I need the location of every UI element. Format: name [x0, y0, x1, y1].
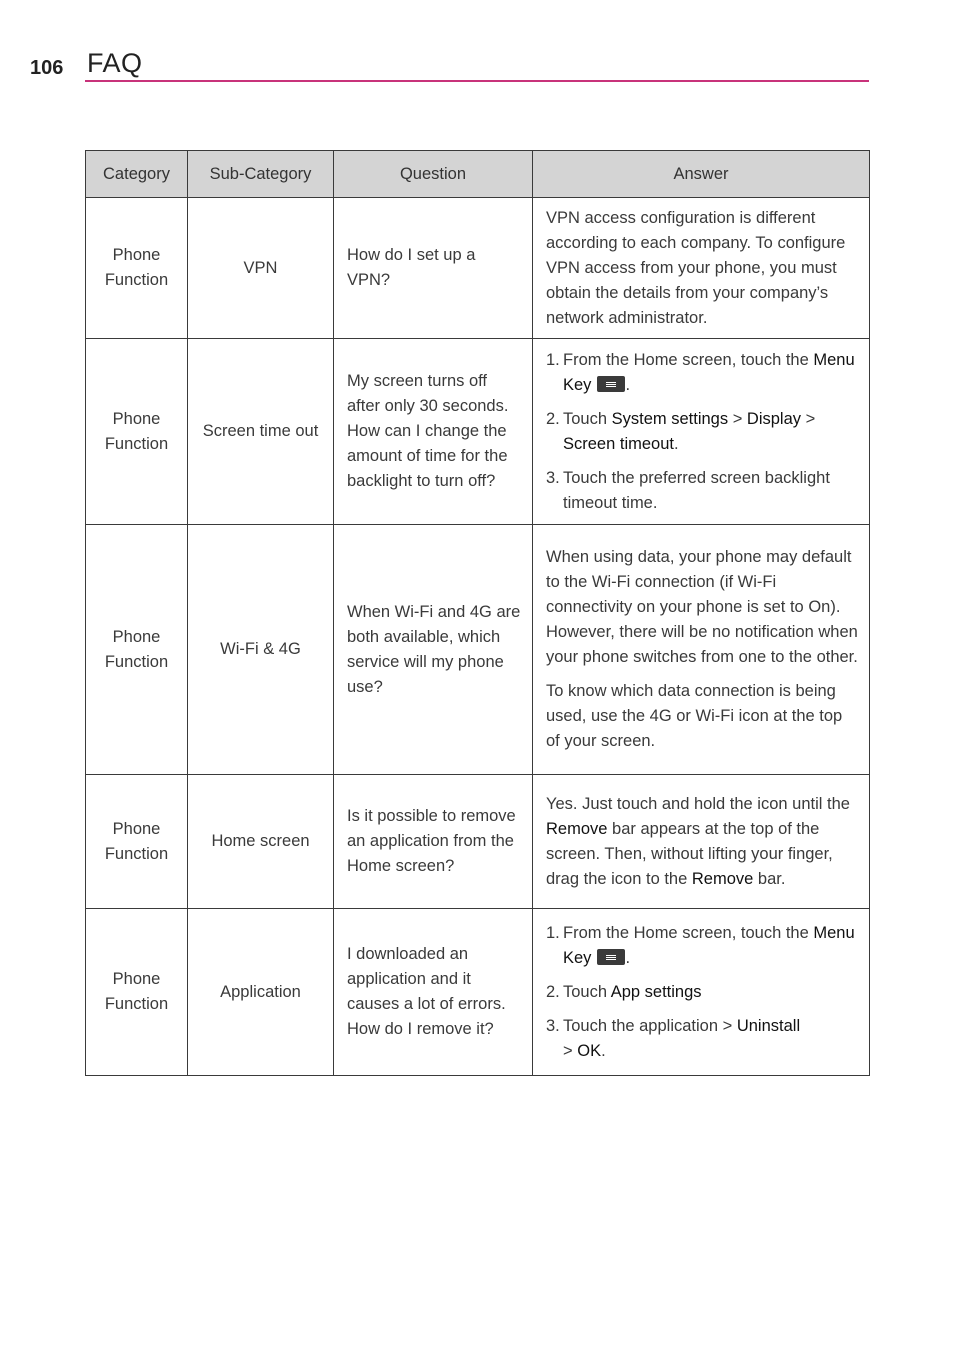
answer-paragraph: When using data, your phone may default to the Wi-Fi connection (if Wi-Fi connectivity on your phone is set to On). However, there will be no notification when your phone switches from one to the other.: [546, 548, 858, 666]
sub-category-cell: Screen time out: [188, 339, 334, 525]
answer-cell: [533, 775, 870, 909]
step-text: [563, 921, 859, 971]
menu-key-label: Menu Key: [563, 923, 855, 967]
answer-cell: [533, 339, 870, 525]
page-number: 106: [30, 57, 64, 79]
answer-cell: VPN access configuration is different according to each company. To configure VPN access from your phone, you must obtain the details from your company’s network administrator.: [533, 198, 870, 339]
step-number: 3.: [546, 1016, 560, 1035]
question-cell: How do I set up a VPN?: [334, 198, 533, 339]
step-number: 1.: [546, 350, 560, 369]
system-settings-label: System settings: [611, 409, 729, 428]
table-header-row: [86, 151, 870, 198]
step-text-part: Touch: [563, 982, 608, 1001]
step-text-part: .: [625, 948, 631, 967]
remove-label: Remove: [691, 869, 754, 888]
header-question: Question: [334, 151, 533, 198]
step-number: 2.: [546, 982, 560, 1001]
answer-step: [546, 348, 859, 398]
screen-timeout-label: Screen timeout: [563, 434, 674, 453]
sub-category-cell: Wi-Fi & 4G: [188, 525, 334, 775]
title-divider: [85, 80, 869, 82]
header-sub-category: Sub-Category: [188, 151, 334, 198]
answer-paragraph: To know which data connection is being used, use the 4G or Wi-Fi icon at the top of your screen.: [546, 682, 843, 750]
question-cell: Is it possible to remove an application from the Home screen?: [334, 775, 533, 909]
category-cell: Phone Function: [86, 339, 188, 525]
step-text: Touch the preferred screen backlight timeout time.: [563, 468, 830, 512]
category-cell: Phone Function: [86, 775, 188, 909]
step-number: 2.: [546, 409, 560, 428]
question-cell: When Wi-Fi and 4G are both available, which service will my phone use?: [334, 525, 533, 775]
step-number: 1.: [546, 923, 560, 942]
step-text-part: .: [673, 434, 679, 453]
step-text: [563, 348, 859, 398]
answer-text-part: bar appears at the top of the screen. Then, without lifting your finger, drag the icon to the: [546, 819, 833, 888]
header-category: Category: [86, 151, 188, 198]
sub-category-cell: Application: [188, 909, 334, 1076]
answer-step: [546, 1014, 859, 1064]
uninstall-label: Uninstall: [736, 1016, 801, 1035]
category-cell: Phone Function: [86, 525, 188, 775]
question-cell: I downloaded an application and it causes a lot of errors. How do I remove it?: [334, 909, 533, 1076]
table-row: [86, 339, 870, 525]
category-cell: Phone Function: [86, 909, 188, 1076]
table-row: [86, 525, 870, 775]
faq-table: [85, 150, 870, 1076]
answer-text-part: Yes. Just touch and hold the icon until the: [546, 794, 850, 813]
answer-step: [546, 980, 859, 1005]
answer-step: [546, 466, 859, 516]
answer-text-part: bar.: [757, 869, 786, 888]
table-row: [86, 909, 870, 1076]
step-text: [563, 1014, 859, 1064]
category-cell: Phone Function: [86, 198, 188, 339]
ok-label: OK: [577, 1041, 602, 1060]
separator: >: [732, 409, 743, 428]
answer-cell: [533, 525, 870, 775]
step-text-part: From the Home screen, touch the: [563, 350, 809, 369]
answer-step: [546, 407, 859, 457]
step-number: 3.: [546, 468, 560, 487]
menu-key-label: Menu Key: [563, 350, 855, 394]
separator: >: [563, 1041, 573, 1060]
answer-step: [546, 921, 859, 971]
step-text-part: Touch the application >: [563, 1016, 733, 1035]
remove-label: Remove: [546, 819, 608, 838]
table-row: [86, 198, 870, 339]
separator: >: [805, 409, 816, 428]
sub-category-cell: Home screen: [188, 775, 334, 909]
question-cell: My screen turns off after only 30 seconds. How can I change the amount of time for the backlight to turn off?: [334, 339, 533, 525]
menu-key-icon: [597, 376, 625, 392]
step-text-part: Touch: [563, 409, 608, 428]
step-text-part: .: [601, 1041, 606, 1060]
table-row: [86, 775, 870, 909]
header-answer: Answer: [533, 151, 870, 198]
app-settings-label: App settings: [610, 982, 702, 1001]
step-text-part: .: [625, 375, 631, 394]
step-text-part: From the Home screen, touch the: [563, 923, 809, 942]
step-text: [563, 407, 859, 457]
menu-key-icon: [597, 949, 625, 965]
display-label: Display: [746, 409, 802, 428]
step-text: [563, 980, 859, 1005]
answer-cell: [533, 909, 870, 1076]
sub-category-cell: VPN: [188, 198, 334, 339]
page-title: FAQ: [87, 48, 143, 78]
